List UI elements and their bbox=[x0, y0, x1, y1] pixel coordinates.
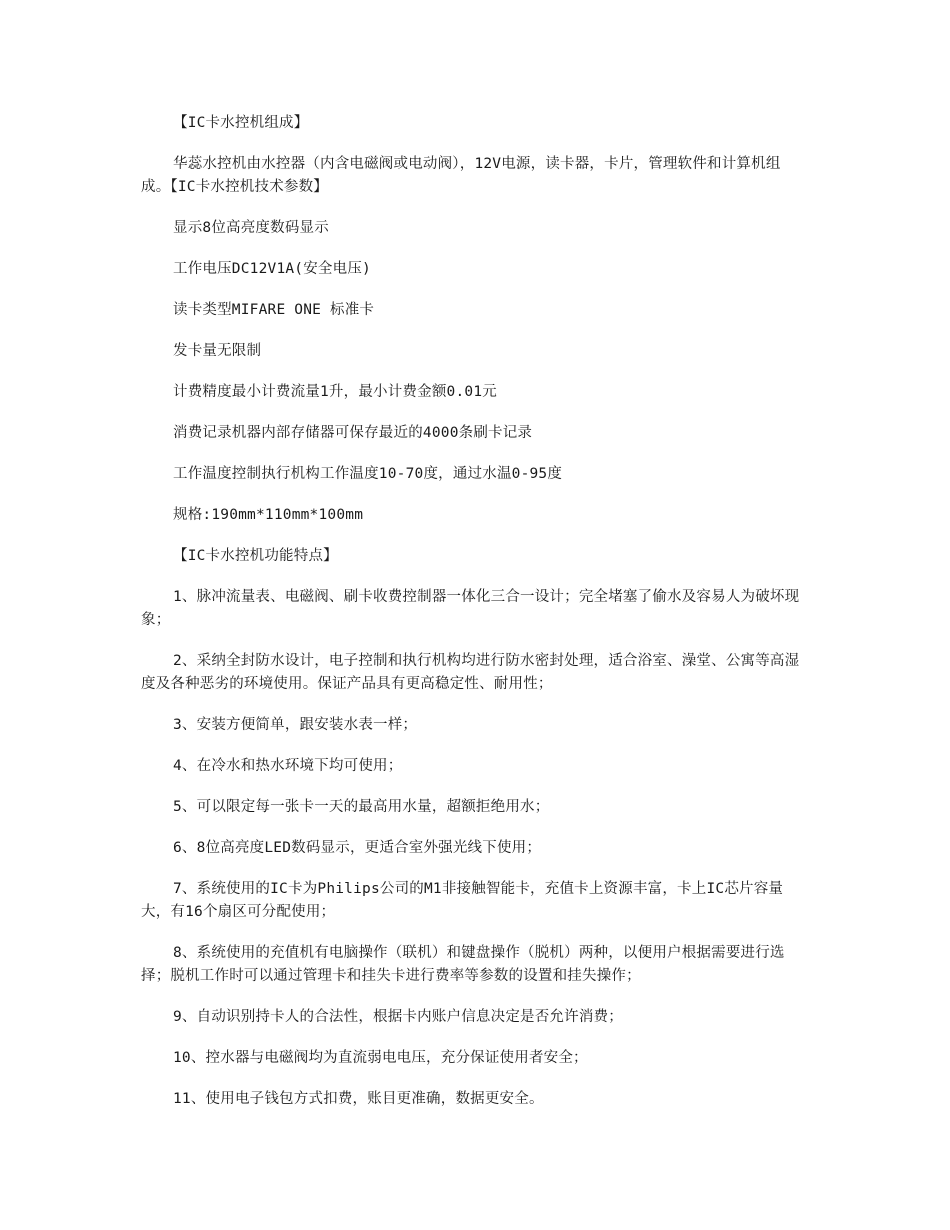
spec-card-type: 读卡类型MIFARE ONE 标准卡 bbox=[173, 302, 375, 318]
feature-item: 4、在冷水和热水环境下均可使用； bbox=[173, 758, 403, 774]
composition-paragraph: 华蕊水控机由水控器（内含电磁阀或电动阀），12V电源，读卡器，卡片，管理软件和计算机组成。【IC卡水控机技术参数】 bbox=[141, 156, 781, 195]
spec-records: 消费记录机器内部存储器可保存最近的4000条刷卡记录 bbox=[173, 425, 533, 441]
spec-temperature: 工作温度控制执行机构工作温度10-70度，通过水温0-95度 bbox=[173, 466, 563, 482]
spec-display: 显示8位高亮度数码显示 bbox=[173, 220, 329, 236]
section-heading-composition: 【IC卡水控机组成】 bbox=[173, 115, 309, 131]
section-heading-features: 【IC卡水控机功能特点】 bbox=[173, 548, 338, 564]
spec-card-capacity: 发卡量无限制 bbox=[173, 343, 262, 359]
feature-item: 6、8位高亮度LED数码显示，更适合室外强光线下使用； bbox=[173, 840, 542, 856]
feature-item: 3、安装方便简单，跟安装水表一样； bbox=[173, 717, 418, 733]
feature-item: 11、使用电子钱包方式扣费，账目更准确，数据更安全。 bbox=[173, 1091, 544, 1107]
feature-item: 1、脉冲流量表、电磁阀、刷卡收费控制器一体化三合一设计；完全堵塞了偷水及容易人为破坏现象； bbox=[141, 589, 800, 628]
feature-item: 10、控水器与电磁阀均为直流弱电电压，充分保证使用者安全； bbox=[173, 1050, 588, 1066]
feature-item: 9、自动识别持卡人的合法性，根据卡内账户信息决定是否允许消费； bbox=[173, 1009, 623, 1025]
spec-voltage: 工作电压DC12V1A(安全电压) bbox=[173, 261, 371, 277]
feature-item: 8、系统使用的充值机有电脑操作（联机）和键盘操作（脱机）两种，以便用户根据需要进行选择；脱机工作时可以通过管理卡和挂失卡进行费率等参数的设置和挂失操作； bbox=[141, 945, 785, 984]
spec-dimensions: 规格:190mm*110mm*100mm bbox=[173, 507, 364, 523]
document-body bbox=[141, 112, 809, 1129]
spec-billing-precision: 计费精度最小计费流量1升，最小计费金额0.01元 bbox=[173, 384, 497, 400]
feature-item: 5、可以限定每一张卡一天的最高用水量，超额拒绝用水； bbox=[173, 799, 550, 815]
feature-item: 7、系统使用的IC卡为Philips公司的M1非接触智能卡，充值卡上资源丰富，卡上IC芯片容量大，有16个扇区可分配使用； bbox=[141, 881, 784, 920]
feature-item: 2、采纳全封防水设计，电子控制和执行机构均进行防水密封处理，适合浴室、澡堂、公寓等高湿度及各种恶劣的环境使用。保证产品具有更高稳定性、耐用性； bbox=[141, 653, 800, 692]
